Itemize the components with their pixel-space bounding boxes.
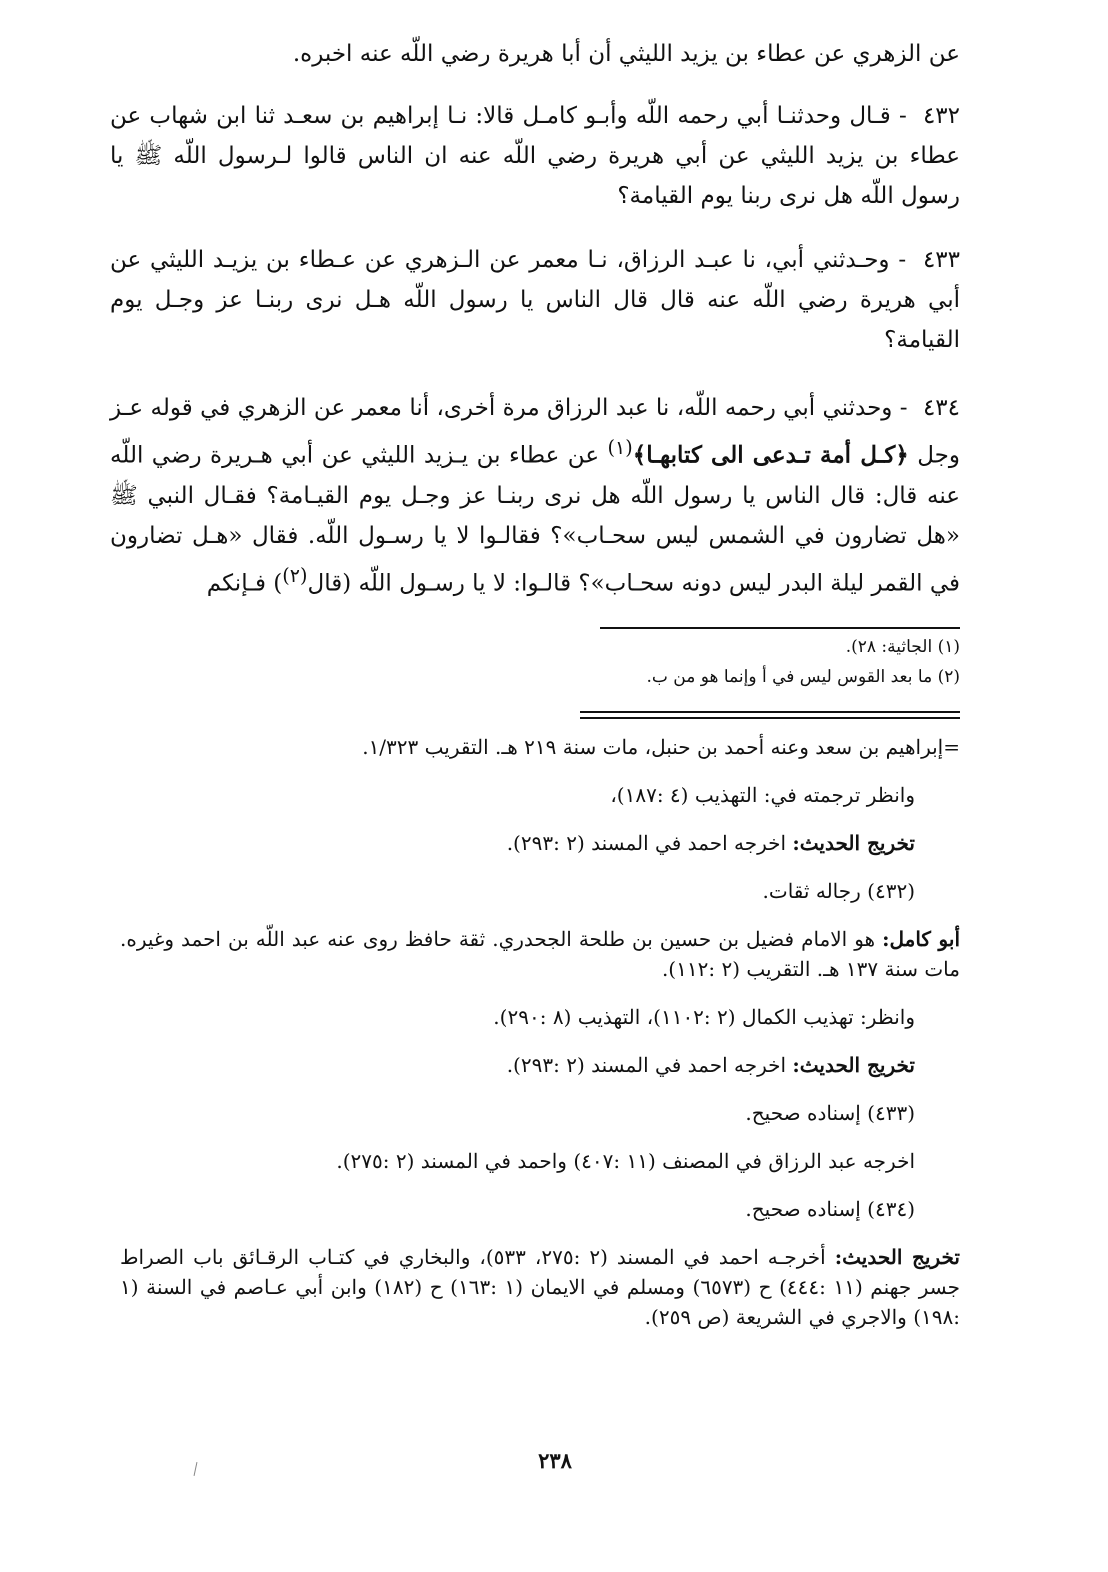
footnote-ref-1: (١)	[607, 436, 633, 459]
hadith-number: ٤٣٣	[922, 247, 960, 273]
commentary-line	[120, 1242, 960, 1332]
hadith-434	[110, 388, 960, 603]
footnotes	[600, 632, 960, 692]
commentary-line: اخرجه عبد الرزاق في المصنف (١١ :٤٠٧) واحمد في المسند (٢ :٢٧٥).	[336, 1149, 915, 1173]
footnote-1: (١) الجاثية: ٢٨).	[845, 637, 960, 657]
footnote-separator	[600, 627, 960, 629]
commentary-line: وانظر: تهذيب الكمال (٢ :١١٠٢)، التهذيب (٨ :٢٩٠).	[493, 1005, 915, 1029]
hadith-text-continued: عن عطاء بن يـزيد الليثي عن أبي هـريرة رضي اللّه عنه قال: قال الناس يا رسول اللّه هل نرى ربنـا عز وجـل يوم القيـامة؟ فقـال النبي ﷺ «هل تضارون في الشمس ليس سحـاب»؟ فقالـوا لا يا رسـول اللّه. فقال «هـل تضارون في القمر ليلة البدر ليس دونه سحـاب»؟ قالـوا: لا يا رسـول اللّه (قال	[110, 442, 960, 597]
takhrij-label: تخريج الحديث:	[834, 1245, 960, 1269]
scan-artifact	[194, 1462, 198, 1476]
hadith-434-paragraph	[110, 388, 960, 603]
commentary-line	[120, 828, 960, 858]
quran-quote: ﴿كـل أمة تـدعى الى كتابهـا﴾	[632, 441, 909, 469]
commentary-separator-bottom	[580, 717, 960, 719]
commentary-line: (٤٣٤) إسناده صحيح.	[745, 1197, 915, 1221]
hadith-text-end: ) فـإنكم	[206, 570, 283, 597]
hadith-text: - وحـدثني أبي، نا عبـد الرزاق، نـا معمر عن الـزهري عن عـطاء بن يزيـد الليثي عن أبي هريرة رضي اللّه عنه قال قال الناس يا رسول اللّه هـل نرى ربنـا عز وجـل يوم القيامة؟	[110, 247, 960, 353]
commentary-section	[120, 732, 960, 1332]
hadith-433-paragraph	[110, 240, 960, 360]
hadith-number: ٤٣٢	[922, 103, 961, 129]
takhrij-label: تخريج الحديث:	[792, 1053, 915, 1077]
commentary-line	[120, 1050, 960, 1080]
commentary-separator-top	[580, 711, 960, 713]
page-number: ٢٣٨	[538, 1448, 572, 1473]
commentary-line: =إبراهيم بن سعد وعنه أحمد بن حنبل، مات سنة ٢١٩ هـ. التقريب ١/٣٢٣.	[362, 735, 960, 759]
takhrij-label: تخريج الحديث:	[792, 831, 915, 855]
commentary-text: هو الامام فضيل بن حسين بن طلحة الجحدري. ثقة حافظ روى عنه عبد اللّه بن احمد وغيره. مات سنة ١٣٧ هـ. التقريب (٢ :١١٢).	[120, 927, 960, 981]
intro-line: عن الزهري عن عطاء بن يزيد الليثي أن أبا هريرة رضي اللّه عنه اخبره.	[292, 41, 960, 67]
commentary-line	[120, 924, 960, 984]
hadith-text: - قـال وحدثنـا أبي رحمه اللّه وأبـو كامـل قالا: نـا إبراهيم بن سعـد ثنا ابن شهاب عن عطاء بن يزيد الليثي عن أبي هريرة رضي اللّه عنه ان الناس قالوا لـرسول اللّه ﷺ يا رسول اللّه هل نرى ربنا يوم القيامة؟	[110, 103, 960, 209]
commentary-line: (٤٣٣) إسناده صحيح.	[745, 1101, 915, 1125]
commentary-line: (٤٣٢) رجاله ثقات.	[762, 879, 915, 903]
commentary-text: أخرجـه احمد في المسند (٢ :٢٧٥، ٥٣٣)، والبخاري في كتـاب الرقـائق باب الصراط جسر جهنم (١١ :٤٤٤) ح (٦٥٧٣) ومسلم في الايمان (١ :١٦٣) ح (١٨٢) وابن أبي عـاصم في السنة (١ :١٩٨) والاجري في الشريعة (ص ٢٥٩).	[120, 1245, 961, 1329]
commentary-line: وانظر ترجمته في: التهذيب (٤ :١٨٧)،	[610, 783, 915, 807]
hadith-433	[110, 240, 960, 360]
hadith-intro	[110, 34, 960, 74]
footnote-ref-2: (٢)	[282, 563, 308, 587]
hadith-text: - وحدثني أبي رحمه اللّه، نا عبد الرزاق مرة أخرى، أنا معمر عن الزهري في قوله عـز وجل	[110, 395, 960, 469]
footnote-2: (٢) ما بعد القوس ليس في أ وإنما هو من ب.	[646, 667, 960, 687]
commentary-text: اخرجه احمد في المسند (٢ :٢٩٣).	[506, 1053, 787, 1077]
hadith-432	[110, 96, 960, 216]
hadith-number: ٤٣٤	[922, 395, 961, 421]
abu-kamil-label: أبو كامل:	[882, 927, 960, 951]
hadith-432-paragraph	[110, 96, 960, 216]
commentary-text: اخرجه احمد في المسند (٢ :٢٩٣).	[506, 831, 787, 855]
